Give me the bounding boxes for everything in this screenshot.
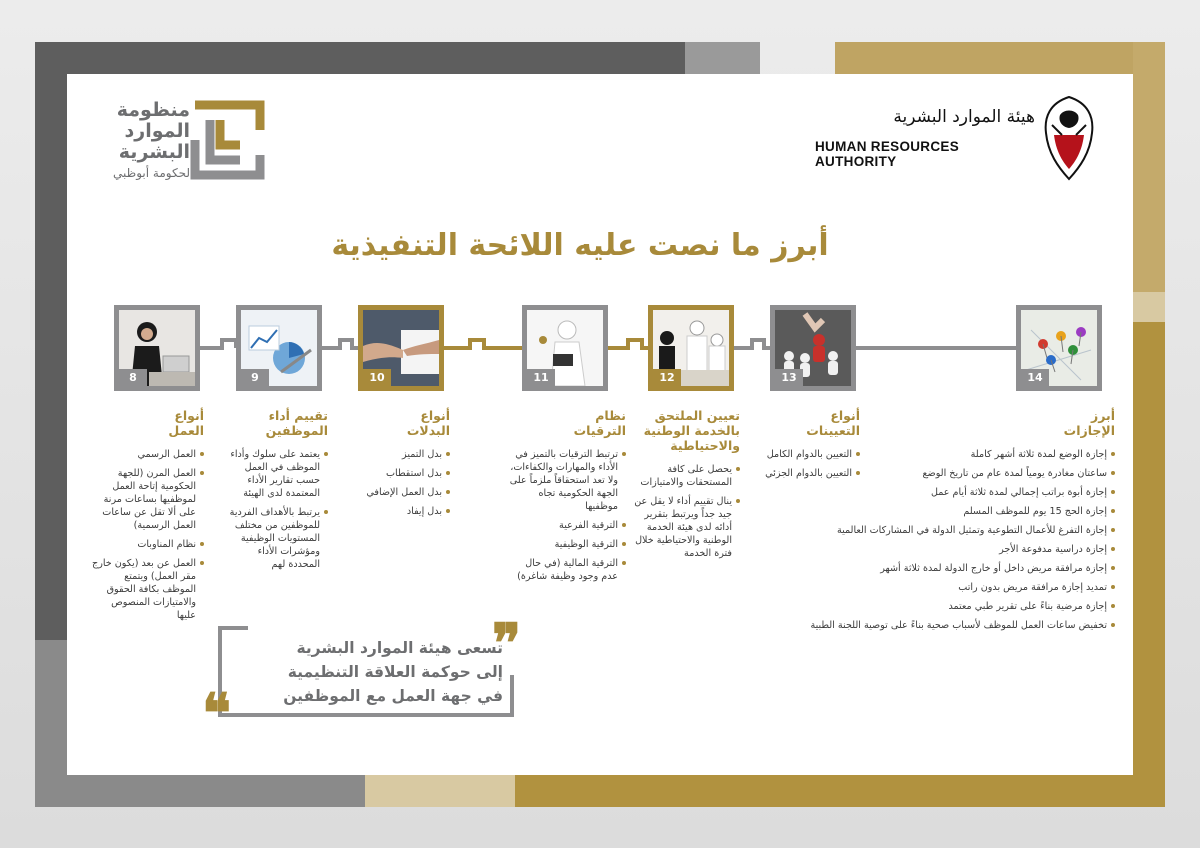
frame-bar-right-tan bbox=[1133, 292, 1165, 322]
step-heading bbox=[748, 408, 860, 438]
step-heading-line: بالخدمة الوطنية bbox=[643, 423, 740, 438]
hr-system-logo-subtitle: لحكومة أبوظبي bbox=[113, 166, 190, 180]
list-item: يرتبط بالأهداف الفردية للموظفين من مختلف المستويات الوظيفية ومؤشرات الأداء المحددة لهم bbox=[228, 506, 328, 571]
step-heading-line: والاحتياطية bbox=[670, 438, 740, 453]
falcon-emblem-icon bbox=[1038, 95, 1100, 181]
step-list bbox=[228, 448, 328, 571]
step-heading-line: نظام bbox=[595, 408, 626, 423]
page-title: أبرز ما نصت عليه اللائحة التنفيذية bbox=[331, 228, 829, 263]
list-item: يحصل على كافة المستحقات والامتيازات bbox=[630, 463, 740, 489]
list-item: التعيين بالدوام الجزئي bbox=[748, 467, 860, 480]
step-tile bbox=[114, 305, 200, 391]
step-number: 12 bbox=[653, 369, 681, 386]
step-column-performance bbox=[228, 408, 328, 577]
close-quote-icon: ❝ bbox=[202, 681, 232, 745]
step-heading bbox=[350, 408, 450, 438]
logo-title-line: الموارد bbox=[124, 120, 190, 142]
step-number: 9 bbox=[241, 369, 269, 386]
step-number: 8 bbox=[119, 369, 147, 386]
step-list bbox=[350, 448, 450, 518]
hra-arabic-name: هيئة الموارد البشرية bbox=[893, 107, 1035, 127]
frame-bar-bottom-gold bbox=[515, 775, 1165, 807]
step-heading bbox=[630, 408, 740, 453]
step-tile bbox=[648, 305, 734, 391]
quote-line: تسعى هيئة الموارد البشرية bbox=[296, 639, 503, 657]
list-item: بدل استقطاب bbox=[350, 467, 450, 480]
step-heading bbox=[228, 408, 328, 438]
quote-box bbox=[200, 611, 525, 745]
step-heading-line: الإجازات bbox=[1063, 423, 1115, 438]
list-item: ينال تقييم أداء لا يقل عن جيد جداً ويرتبط بتقرير أدائه لدى هيئة الخدمة الوطنية والاحتياطية خلال فترة الخدمة bbox=[630, 495, 740, 560]
step-heading-line: أبرز bbox=[1091, 408, 1115, 423]
step-column-promotions bbox=[506, 408, 626, 589]
step-list bbox=[630, 463, 740, 560]
list-item: الترقية الفرعية bbox=[506, 519, 626, 532]
list-item: تمديد إجازة مرافقة مريض بدون راتب bbox=[770, 581, 1115, 594]
list-item: إجازة دراسية مدفوعة الأجر bbox=[770, 543, 1115, 556]
list-item: نظام المناوبات bbox=[92, 538, 204, 551]
quote-line: إلى حوكمة العلاقة التنظيمية bbox=[287, 663, 503, 681]
frame-bar-bottom-tan bbox=[365, 775, 515, 807]
quote-line: في جهة العمل مع الموظفين bbox=[283, 687, 503, 705]
frame-bar-top-dark bbox=[35, 42, 685, 74]
step-heading-line: الترقيات bbox=[573, 423, 626, 438]
step-tile bbox=[236, 305, 322, 391]
step-heading-line: التعيينات bbox=[806, 423, 860, 438]
list-item: الترقية الوظيفية bbox=[506, 538, 626, 551]
step-column-allowances bbox=[350, 408, 450, 524]
logo-title-line: البشرية bbox=[118, 141, 190, 163]
step-heading bbox=[92, 408, 204, 438]
step-number: 10 bbox=[363, 369, 391, 386]
step-heading-line: أنواع bbox=[174, 408, 204, 423]
list-item: ترتبط الترقيات بالتميز في الأداء والمهارات والكفاءات، ولا تعد استحقاقاً ملزماً على الجهة الحكومية تجاه موظفيها bbox=[506, 448, 626, 513]
list-item: بدل إيفاد bbox=[350, 505, 450, 518]
list-item: العمل المرن (للجهة الحكومية إتاحة العمل لموظفيها بساعات مرنة على ألا تقل عن ساعات العمل الرسمية) bbox=[92, 467, 204, 532]
step-list bbox=[92, 448, 204, 622]
quote-text bbox=[248, 636, 503, 708]
step-heading-line: البدلات bbox=[406, 423, 450, 438]
list-item: ساعتان مغادرة يومياً لمدة عام من تاريخ الوضع bbox=[770, 467, 1115, 480]
list-item: تخفيض ساعات العمل للموظف لأسباب صحية بناءً على توصية اللجنة الطبية bbox=[770, 619, 1115, 632]
logo-title-line: منظومة bbox=[116, 99, 190, 121]
list-item: إجازة الحج 15 يوم للموظف المسلم bbox=[770, 505, 1115, 518]
step-column-national-service bbox=[630, 408, 740, 566]
kufic-logo-icon bbox=[190, 100, 270, 180]
step-tile bbox=[522, 305, 608, 391]
step-heading-line: تقييم أداء bbox=[268, 408, 328, 423]
frame-bar-top-gold bbox=[835, 42, 1165, 74]
list-item: بدل العمل الإضافي bbox=[350, 486, 450, 499]
step-heading-line: تعيين الملتحق bbox=[654, 408, 740, 423]
hr-system-logo-title bbox=[95, 100, 190, 163]
list-item: يعتمد على سلوك وأداء الموظف في العمل حسب تقارير الأداء المعتمدة لدى الهيئة bbox=[228, 448, 328, 500]
step-list bbox=[506, 448, 626, 583]
step-list bbox=[748, 448, 860, 480]
step-number: 14 bbox=[1021, 369, 1049, 386]
hra-logo bbox=[815, 95, 1100, 185]
list-item: العمل الرسمي bbox=[92, 448, 204, 461]
list-item: إجازة التفرغ للأعمال التطوعية وتمثيل الدولة في المشاركات العالمية bbox=[770, 524, 1115, 537]
list-item: الترقية المالية (في حال عدم وجود وظيفة شاغرة) bbox=[506, 557, 626, 583]
frame-bar-right-dark-gold bbox=[1133, 322, 1165, 807]
step-heading-line: أنواع bbox=[830, 408, 860, 423]
frame-bar-top-grey bbox=[685, 42, 760, 74]
step-tile bbox=[770, 305, 856, 391]
list-item: إجازة مرافقة مريض داخل أو خارج الدولة لمدة ثلاثة أشهر bbox=[770, 562, 1115, 575]
list-item: التعيين بالدوام الكامل bbox=[748, 448, 860, 461]
step-column-appointments bbox=[748, 408, 860, 486]
step-heading-line: الموظفين bbox=[265, 423, 328, 438]
step-tile bbox=[358, 305, 444, 391]
list-item: إجازة مرضية بناءً على تقرير طبي معتمد bbox=[770, 600, 1115, 613]
hr-system-logo bbox=[95, 100, 275, 190]
frame-bar-bottom-grey bbox=[35, 775, 365, 807]
frame-bar-right-gold bbox=[1133, 42, 1165, 292]
step-heading bbox=[506, 408, 626, 438]
step-heading-line: العمل bbox=[168, 423, 204, 438]
list-item: بدل التميز bbox=[350, 448, 450, 461]
open-quote-icon: ❞ bbox=[492, 611, 522, 675]
step-number: 11 bbox=[527, 369, 555, 386]
step-column-work-types bbox=[92, 408, 204, 628]
list-item: إجازة الوضع لمدة ثلاثة أشهر كاملة bbox=[770, 448, 1115, 461]
step-number: 13 bbox=[775, 369, 803, 386]
step-tile bbox=[1016, 305, 1102, 391]
list-item: إجازة أبوة براتب إجمالي لمدة ثلاثة أيام عمل bbox=[770, 486, 1115, 499]
step-heading-line: أنواع bbox=[420, 408, 450, 423]
list-item: العمل عن بعد (يكون خارج مقر العمل) ويتمتع الموظف بكافة الحقوق والامتيازات المنصوص عليها bbox=[92, 557, 204, 622]
hra-english-name: HUMAN RESOURCES AUTHORITY bbox=[815, 139, 960, 169]
